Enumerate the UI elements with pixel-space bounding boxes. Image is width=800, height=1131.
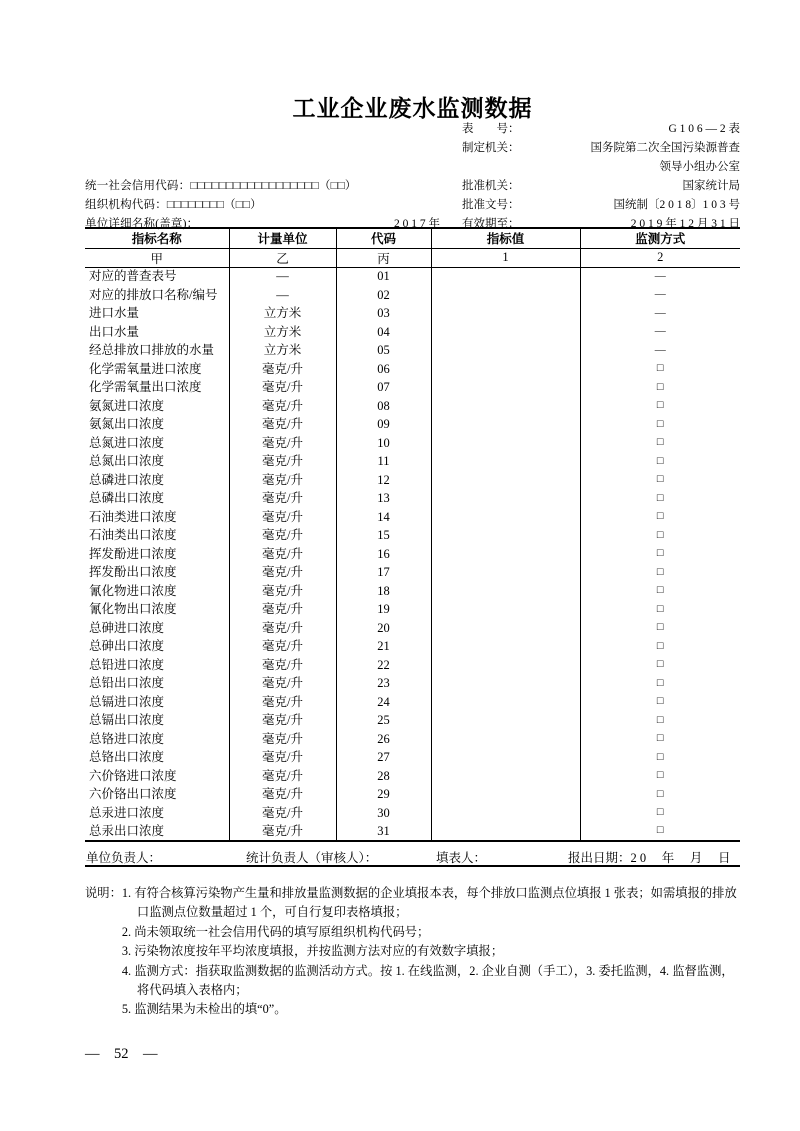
- maker-value-line1: 国务院第二次全国污染源普查: [590, 142, 740, 154]
- col-header-unit: 计量单位: [229, 228, 336, 248]
- form-filler-label: 填表人：: [436, 850, 487, 865]
- note-item: 4. 监测方式：指获取监测数据的监测活动方式。按 1. 在线监测，2. 企业自测（手工），3. 委托监测，4. 监督监测，将代码填入表格内；: [121, 963, 734, 998]
- table-row: [85, 378, 740, 397]
- table-row: [85, 619, 740, 638]
- table-row: [85, 489, 740, 508]
- meta-row-maker: [85, 139, 740, 158]
- indicator-name-cell: 总氮进口浓度: [85, 434, 229, 453]
- mode-cell: —: [654, 288, 666, 301]
- indicator-name-cell: 氰化物出口浓度: [85, 600, 229, 619]
- indicator-name-cell: 总铅进口浓度: [85, 656, 229, 675]
- value-cell: [431, 656, 580, 675]
- table-signature-footer: [85, 841, 740, 866]
- approver-label: 批准机关：: [462, 180, 520, 192]
- indicator-name-cell: 挥发酚进口浓度: [85, 545, 229, 564]
- indicator-name-cell: 化学需氧量出口浓度: [85, 378, 229, 397]
- form-no-label: 表 号：: [462, 123, 520, 135]
- credit-code-label: 统一社会信用代码：: [85, 180, 191, 192]
- code-cell: 18: [336, 582, 431, 601]
- unit-cell: 毫克/升: [229, 526, 336, 545]
- table-body: [85, 267, 740, 841]
- mode-cell: □: [656, 399, 664, 412]
- unit-cell: 毫克/升: [229, 619, 336, 638]
- indicator-name-cell: 氰化物进口浓度: [85, 582, 229, 601]
- mode-cell: □: [656, 547, 664, 560]
- table-row: [85, 360, 740, 379]
- table-row: [85, 341, 740, 360]
- unit-cell: 立方米: [229, 341, 336, 360]
- indicator-name-cell: 总铅出口浓度: [85, 674, 229, 693]
- indicator-name-cell: 石油类进口浓度: [85, 508, 229, 527]
- note-item: 3. 污染物浓度按年平均浓度填报，并按监测方法对应的有效数字填报；: [121, 944, 504, 959]
- meta-row-unit-name: [85, 215, 740, 230]
- mode-cell: □: [656, 732, 664, 745]
- unit-cell: 毫克/升: [229, 434, 336, 453]
- mode-cell: □: [656, 473, 664, 486]
- mode-cell: □: [656, 436, 664, 449]
- indicator-name-cell: 总砷进口浓度: [85, 619, 229, 638]
- code-cell: 03: [336, 304, 431, 323]
- form-no-value: G 1 0 6 — 2 表: [668, 123, 740, 135]
- unit-name-label: 单位详细名称(盖章)：: [85, 218, 199, 230]
- indicator-name-cell: 化学需氧量进口浓度: [85, 360, 229, 379]
- indicator-name-cell: 六价铬进口浓度: [85, 767, 229, 786]
- doc-no-value: 国统制〔2 0 1 8〕1 0 3 号: [613, 199, 740, 211]
- table-row: [85, 323, 740, 342]
- value-cell: [431, 730, 580, 749]
- mode-cell: —: [654, 306, 666, 319]
- meta-row-credit-code: [85, 177, 740, 196]
- page-title: 工业企业废水监测数据: [292, 96, 533, 121]
- table-row: [85, 545, 740, 564]
- valid-until-label: 有效期至：: [462, 218, 520, 230]
- code-cell: 11: [336, 452, 431, 471]
- table-header: [85, 228, 740, 267]
- indicator-name-cell: 总铬进口浓度: [85, 730, 229, 749]
- signature-row: [85, 841, 740, 866]
- mode-cell: □: [656, 824, 664, 837]
- indicator-name-cell: 总汞出口浓度: [85, 822, 229, 841]
- code-cell: 16: [336, 545, 431, 564]
- table-row: [85, 526, 740, 545]
- value-cell: [431, 693, 580, 712]
- table-row: [85, 693, 740, 712]
- mode-cell: □: [656, 750, 664, 763]
- unit-cell: 毫克/升: [229, 378, 336, 397]
- code-cell: 23: [336, 674, 431, 693]
- code-cell: 06: [336, 360, 431, 379]
- unit-cell: 毫克/升: [229, 582, 336, 601]
- code-cell: 13: [336, 489, 431, 508]
- unit-cell: 毫克/升: [229, 674, 336, 693]
- value-cell: [431, 304, 580, 323]
- code-cell: 30: [336, 804, 431, 823]
- table-row: [85, 804, 740, 823]
- indicator-name-cell: 总磷出口浓度: [85, 489, 229, 508]
- mode-cell: □: [656, 584, 664, 597]
- code-cell: 09: [336, 415, 431, 434]
- mode-cell: □: [656, 454, 664, 467]
- value-cell: [431, 674, 580, 693]
- unit-cell: 毫克/升: [229, 785, 336, 804]
- signature-cell: [85, 841, 740, 866]
- value-cell: [431, 471, 580, 490]
- table-row: [85, 452, 740, 471]
- indicator-name-cell: 总镉进口浓度: [85, 693, 229, 712]
- meta-row-form-no: [85, 120, 740, 139]
- code-cell: 14: [336, 508, 431, 527]
- indicator-name-cell: 挥发酚出口浓度: [85, 563, 229, 582]
- indicator-name-cell: 总汞进口浓度: [85, 804, 229, 823]
- code-cell: 21: [336, 637, 431, 656]
- value-cell: [431, 452, 580, 471]
- value-cell: [431, 323, 580, 342]
- unit-cell: 毫克/升: [229, 711, 336, 730]
- value-cell: [431, 748, 580, 767]
- mode-cell: □: [656, 676, 664, 689]
- value-cell: [431, 415, 580, 434]
- code-cell: 24: [336, 693, 431, 712]
- code-cell: 04: [336, 323, 431, 342]
- value-cell: [431, 341, 580, 360]
- mode-cell: —: [654, 270, 666, 282]
- value-cell: [431, 434, 580, 453]
- unit-cell: 毫克/升: [229, 563, 336, 582]
- column-header-row: [85, 228, 740, 248]
- value-cell: [431, 785, 580, 804]
- mode-cell: □: [656, 713, 664, 726]
- unit-cell: 毫克/升: [229, 508, 336, 527]
- table-row: [85, 748, 740, 767]
- note-item: 1. 有符合核算污染物产生量和排放量监测数据的企业填报本表，每个排放口监测点位填报 1 张表；如需填报的排放口监测点位数量超过 1 个，可自行复印表格填报；: [121, 886, 737, 920]
- table-row: [85, 674, 740, 693]
- value-cell: [431, 267, 580, 286]
- value-cell: [431, 600, 580, 619]
- code-cell: 25: [336, 711, 431, 730]
- stat-head-label: 统计负责人（审核人）：: [246, 850, 378, 865]
- code-cell: 20: [336, 619, 431, 638]
- col-header-code: 代码: [336, 228, 431, 248]
- table-row: [85, 304, 740, 323]
- value-cell: [431, 582, 580, 601]
- table-row: [85, 471, 740, 490]
- indicator-name-cell: 对应的普查表号: [85, 267, 229, 286]
- mode-cell: □: [656, 528, 664, 541]
- subheader-jia: 甲: [85, 248, 229, 267]
- indicator-name-cell: 经总排放口排放的水量: [85, 341, 229, 360]
- table-row: [85, 711, 740, 730]
- table-row: [85, 508, 740, 527]
- unit-cell: 毫克/升: [229, 767, 336, 786]
- report-date-label: 报出日期：2 0 年 月 日: [568, 850, 731, 865]
- meta-row-maker2: [85, 158, 740, 177]
- code-cell: 01: [336, 267, 431, 286]
- mode-cell: □: [656, 602, 664, 615]
- mode-cell: □: [656, 806, 664, 819]
- value-cell: [431, 804, 580, 823]
- unit-cell: 毫克/升: [229, 656, 336, 675]
- subheader-2: 2: [580, 248, 740, 267]
- mode-cell: —: [654, 343, 666, 356]
- unit-cell: 立方米: [229, 323, 336, 342]
- table-row: [85, 582, 740, 601]
- code-cell: 27: [336, 748, 431, 767]
- value-cell: [431, 286, 580, 305]
- mode-cell: □: [656, 695, 664, 708]
- unit-cell: —: [229, 267, 336, 286]
- value-cell: [431, 489, 580, 508]
- indicator-name-cell: 总砷出口浓度: [85, 637, 229, 656]
- unit-cell: 毫克/升: [229, 600, 336, 619]
- code-cell: 19: [336, 600, 431, 619]
- value-cell: [431, 360, 580, 379]
- mode-cell: □: [656, 362, 664, 375]
- value-cell: [431, 767, 580, 786]
- notes-label: 说明：: [85, 886, 122, 900]
- subheader-bing: 丙: [336, 248, 431, 267]
- code-cell: 31: [336, 822, 431, 841]
- org-code-boxes: □□□□□□□□（□□）: [166, 199, 262, 211]
- unit-cell: 毫克/升: [229, 730, 336, 749]
- table-row: [85, 434, 740, 453]
- code-cell: 17: [336, 563, 431, 582]
- indicator-name-cell: 氨氮出口浓度: [85, 415, 229, 434]
- credit-code-boxes: □□□□□□□□□□□□□□□□□□（□□）: [190, 180, 357, 192]
- mode-cell: □: [656, 658, 664, 671]
- unit-head-label: 单位负责人：: [86, 850, 162, 865]
- unit-cell: 毫克/升: [229, 545, 336, 564]
- mode-cell: □: [656, 787, 664, 800]
- unit-cell: 毫克/升: [229, 693, 336, 712]
- code-cell: 15: [336, 526, 431, 545]
- unit-cell: 毫克/升: [229, 360, 336, 379]
- indicator-name-cell: 六价铬出口浓度: [85, 785, 229, 804]
- table-row: [85, 656, 740, 675]
- mode-cell: □: [656, 565, 664, 578]
- value-cell: [431, 619, 580, 638]
- report-year: 2 0 1 7 年: [394, 218, 440, 230]
- code-cell: 02: [336, 286, 431, 305]
- notes-section: [85, 884, 745, 1020]
- indicator-name-cell: 石油类出口浓度: [85, 526, 229, 545]
- indicator-name-cell: 总铬出口浓度: [85, 748, 229, 767]
- value-cell: [431, 545, 580, 564]
- indicator-name-cell: 总镉出口浓度: [85, 711, 229, 730]
- value-cell: [431, 822, 580, 841]
- value-cell: [431, 711, 580, 730]
- table-row: [85, 286, 740, 305]
- unit-cell: 毫克/升: [229, 637, 336, 656]
- code-cell: 07: [336, 378, 431, 397]
- notes-items: [122, 884, 745, 1020]
- org-code-field: [85, 196, 262, 212]
- monitoring-data-table: [85, 227, 740, 867]
- unit-cell: —: [229, 286, 336, 305]
- col-header-value: 指标值: [431, 228, 580, 248]
- code-cell: 28: [336, 767, 431, 786]
- valid-until-value: 2 0 1 9 年 1 2 月 3 1 日: [630, 218, 740, 230]
- col-header-mode: 监测方式: [580, 228, 740, 248]
- form-header-meta: [85, 120, 740, 230]
- unit-cell: 毫克/升: [229, 397, 336, 416]
- table-row: [85, 785, 740, 804]
- mode-cell: □: [656, 510, 664, 523]
- unit-cell: 毫克/升: [229, 452, 336, 471]
- credit-code-field: [85, 177, 357, 193]
- value-cell: [431, 508, 580, 527]
- indicator-name-cell: 总氮出口浓度: [85, 452, 229, 471]
- table-row: [85, 415, 740, 434]
- value-cell: [431, 563, 580, 582]
- mode-cell: □: [656, 639, 664, 652]
- code-cell: 26: [336, 730, 431, 749]
- code-cell: 12: [336, 471, 431, 490]
- unit-cell: 毫克/升: [229, 415, 336, 434]
- mode-cell: □: [656, 417, 664, 430]
- unit-cell: 毫克/升: [229, 489, 336, 508]
- subheader-yi: 乙: [229, 248, 336, 267]
- mode-cell: —: [654, 325, 666, 338]
- code-cell: 08: [336, 397, 431, 416]
- table-row: [85, 637, 740, 656]
- mode-cell: □: [656, 491, 664, 504]
- indicator-name-cell: 出口水量: [85, 323, 229, 342]
- unit-cell: 毫克/升: [229, 804, 336, 823]
- code-cell: 22: [336, 656, 431, 675]
- note-item: 5. 监测结果为未检出的填“0”。: [121, 1002, 287, 1017]
- mode-cell: □: [656, 621, 664, 634]
- approver-value: 国家统计局: [682, 180, 740, 192]
- unit-cell: 立方米: [229, 304, 336, 323]
- table-row: [85, 563, 740, 582]
- maker-label: 制定机关：: [462, 142, 520, 154]
- indicator-name-cell: 氨氮进口浓度: [85, 397, 229, 416]
- meta-row-org-code: [85, 196, 740, 215]
- value-cell: [431, 378, 580, 397]
- col-header-indicator-name: 指标名称: [85, 228, 229, 248]
- mode-cell: □: [656, 380, 664, 393]
- value-cell: [431, 526, 580, 545]
- unit-cell: 毫克/升: [229, 822, 336, 841]
- indicator-name-cell: 总磷进口浓度: [85, 471, 229, 490]
- code-cell: 10: [336, 434, 431, 453]
- table-row: [85, 822, 740, 841]
- note-item: 2. 尚未领取统一社会信用代码的填写原组织机构代码号；: [121, 924, 430, 939]
- table-row: [85, 397, 740, 416]
- table-row: [85, 600, 740, 619]
- indicator-name-cell: 对应的排放口名称/编号: [85, 286, 229, 305]
- table-row: [85, 267, 740, 286]
- page-number: — 52 —: [85, 1046, 158, 1062]
- table-row: [85, 730, 740, 749]
- unit-cell: 毫克/升: [229, 748, 336, 767]
- code-cell: 05: [336, 341, 431, 360]
- indicator-name-cell: 进口水量: [85, 304, 229, 323]
- unit-cell: 毫克/升: [229, 471, 336, 490]
- code-cell: 29: [336, 785, 431, 804]
- value-cell: [431, 397, 580, 416]
- org-code-label: 组织机构代码：: [85, 199, 167, 211]
- table-row: [85, 767, 740, 786]
- subheader-row: [85, 248, 740, 267]
- mode-cell: □: [656, 769, 664, 782]
- doc-no-label: 批准文号：: [462, 199, 520, 211]
- maker-value-line2: 领导小组办公室: [659, 161, 740, 173]
- value-cell: [431, 637, 580, 656]
- subheader-1: 1: [431, 248, 580, 267]
